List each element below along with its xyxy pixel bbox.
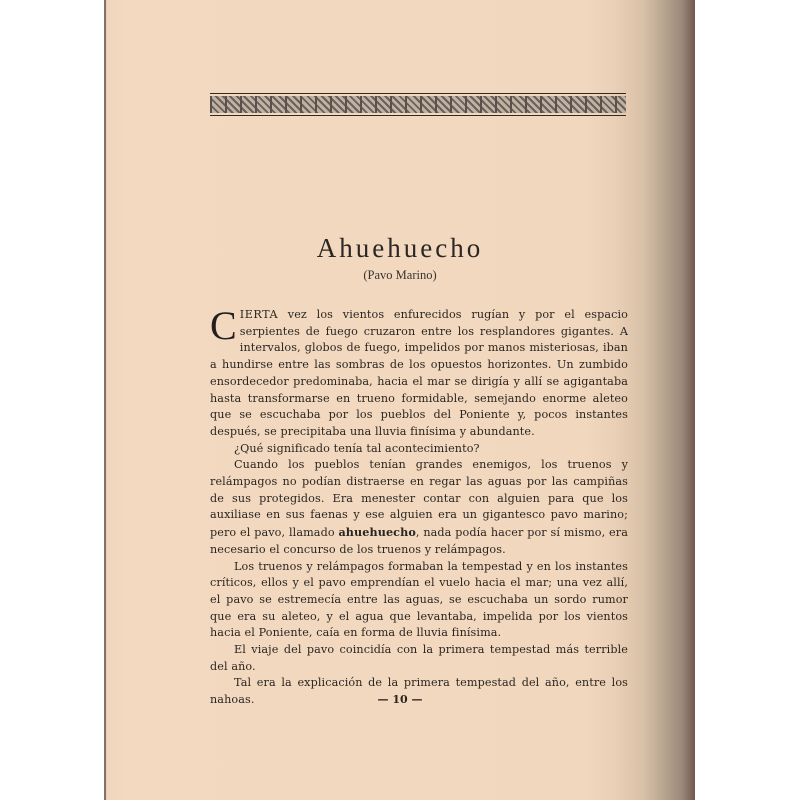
paragraph-text: , nada podía hacer por sí mismo, era necesario el concurso de los truenos y relámpagos. [210,526,628,556]
greek-key-pattern-icon [210,96,626,113]
story-body [210,303,628,709]
paragraph-text: Cuando los pueblos tenían grandes enemigos, los truenos y relámpagos no podían distraerse en regar las aguas por las campiñas de sus protegidos. Era menester contar con alguien para que los auxiliase en sus faenas y ese alguien era un gigantesco pavo marino; pero el pavo, llamado [210,458,628,540]
page-title: Ahuehuecho [316,233,484,263]
lead-caps: IERTA [239,308,279,321]
page-subtitle: (Pavo Marino) [363,268,437,282]
paragraph-2: ¿Qué significado tenía tal acontecimiento? [234,441,480,455]
paragraph-text: vez los vientos enfurecidos rugían y por el espacio serpientes de fuego cruzaron entre los resplandores gigantes. A intervalos, globos de fuego, impelidos por manos misteriosas, iban a hundirse entre las sombras de los opuestos horizontes. Un zumbido ensordecedor predominaba, hacia el mar se dirigía y allí se agigantaba hasta transformarse en trueno formidable, semejando enorme aleteo que se escuchaba por los pueblos del Poniente y, pocos instantes después, se precipitaba una lluvia finísima y abundante. [210,308,628,438]
page-number: — 10 — [377,693,423,706]
paragraph-1 [210,303,628,441]
paragraph-4: Los truenos y relámpagos formaban la tempestad y en los instantes críticos, ellos y el pavo emprendían el vuelo hacia el mar; una vez allí, el pavo se estremecía entre las aguas, se escuchaba un sordo rumor que era su aleteo, y el agua que levantaba, impelida por los vientos hacia el Poniente, caía en forma de lluvia finísima. [210,559,628,640]
drop-cap: C [210,303,237,348]
paragraph-6: Tal era la explicación de la primera tempestad del año, entre los nahoas. [210,676,628,707]
paragraph-3 [210,457,628,558]
paragraph-5: El viaje del pavo coincidía con la primera tempestad más terrible del año. [210,643,628,673]
ornamental-border [210,93,626,116]
emphasized-term: ahuehuecho [338,525,416,540]
